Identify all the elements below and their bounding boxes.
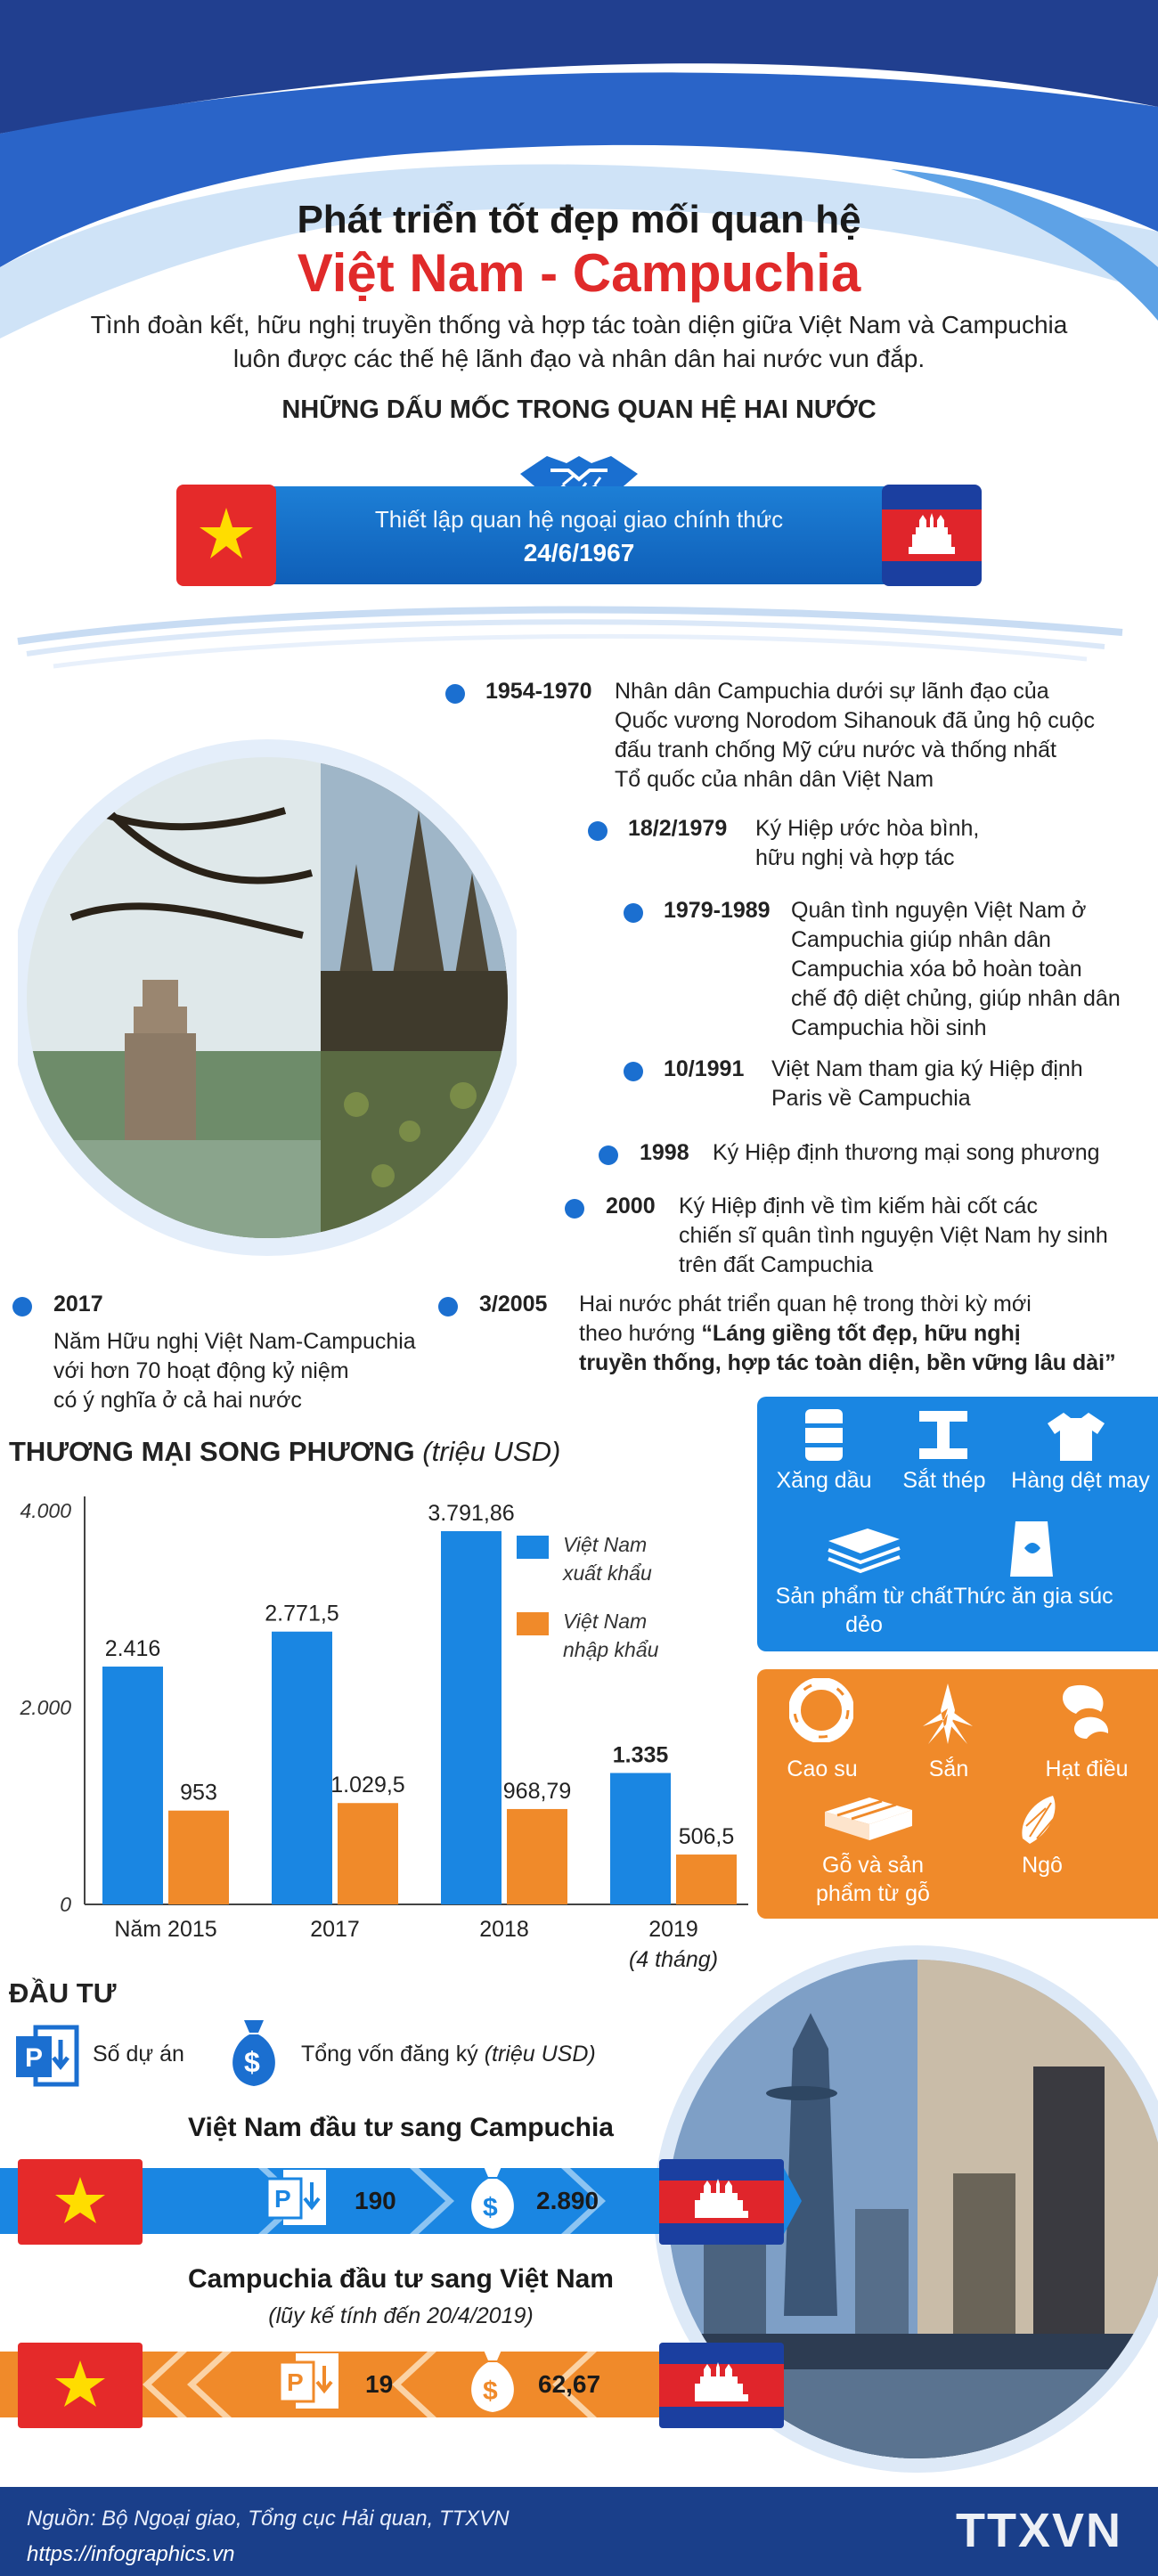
subtitle-line2: luôn được các thế hệ lãnh đạo và nhân dân hai nước vun đắp. <box>232 345 926 372</box>
feed-bag-icon <box>1005 1514 1058 1582</box>
timeline-text-line: Hai nước phát triển quan hệ trong thời kỳ mới <box>579 1292 1032 1317</box>
chart-bar <box>507 1809 567 1904</box>
import-item: Ngô <box>1022 1853 1063 1878</box>
timeline-text-line: Việt Nam tham gia ký Hiệp định <box>771 1056 1083 1081</box>
project-document-icon <box>276 2350 347 2412</box>
timeline-date: 2017 <box>53 1292 103 1317</box>
bar-value-label: 953 <box>180 1780 217 1806</box>
legend-capital: Tổng vốn đăng ký (triệu USD) <box>301 2042 596 2067</box>
timeline-text-line: đấu tranh chống Mỹ cứu nước và thống nhất <box>615 738 1056 762</box>
plastic-sheets-icon <box>823 1523 903 1577</box>
timeline-dot <box>12 1297 32 1317</box>
bar-value-label: 1.029,5 <box>330 1773 405 1798</box>
timeline-dot <box>445 684 465 704</box>
timeline-text-line: theo hướng “Láng giềng tốt đẹp, hữu nghị <box>579 1321 1021 1346</box>
timeline-text-line: Nhân dân Campuchia dưới sự lãnh đạo của <box>615 679 1049 704</box>
legend-import-label: Việt Nam nhập khẩu <box>563 1610 659 1661</box>
timeline-text-line: chế độ diệt chủng, giúp nhân dân <box>791 986 1121 1011</box>
timeline-dot <box>624 1062 643 1081</box>
wood-pallet-icon <box>820 1790 917 1853</box>
import-item: Sắn <box>928 1757 969 1781</box>
timeline-dot <box>588 821 608 841</box>
trade-unit: (triệu USD) <box>422 1436 561 1467</box>
timeline-date: 2000 <box>606 1194 656 1219</box>
y-tick-label: 0 <box>60 1893 71 1916</box>
export-item: Thức ăn gia súc <box>953 1584 1113 1609</box>
timeline-text <box>615 677 1149 795</box>
timeline-text-line: Campuchia hồi sinh <box>791 1015 987 1040</box>
timeline-text <box>791 896 1156 1043</box>
import-item: Gỗ và sản phẩm từ gỗ <box>816 1853 930 1906</box>
timeline-date: 18/2/1979 <box>628 816 728 841</box>
vietnam-flag-icon <box>176 485 276 586</box>
establishment-banner <box>223 486 935 584</box>
timeline-text-line: Ký Hiệp định thương mại song phương <box>713 1140 1100 1165</box>
timeline-text-line: Quân tình nguyện Việt Nam ở <box>791 898 1087 923</box>
subtitle <box>71 308 1087 376</box>
timeline-text-line: Ký Hiệp định về tìm kiếm hài cốt các <box>679 1194 1038 1219</box>
vietnam-flag-icon <box>18 2343 143 2428</box>
chart-bar <box>338 1803 398 1904</box>
cambodia-flag-icon <box>659 2159 784 2245</box>
vn-to-kh-title: Việt Nam đầu tư sang Campuchia <box>188 2113 614 2142</box>
source-url[interactable]: https://infographics.vn <box>27 2542 235 2566</box>
money-bag-icon <box>463 2161 522 2232</box>
bar-value-label: 968,79 <box>502 1778 572 1804</box>
cambodia-flag-icon <box>659 2343 784 2428</box>
x-tick-label: Năm 2015 <box>114 1917 217 1942</box>
svg-text:$: $ <box>483 2193 498 2222</box>
milestones-heading: NHỮNG DẤU MỐC TRONG QUAN HỆ HAI NƯỚC <box>281 395 877 424</box>
project-document-icon <box>12 2022 84 2090</box>
corn-icon <box>1010 1789 1072 1851</box>
timeline-text <box>679 1192 1151 1280</box>
bar-value-label: 1.335 <box>612 1742 669 1768</box>
svg-text:P: P <box>25 2043 44 2073</box>
money-bag-icon <box>463 2344 522 2416</box>
timeline-text <box>53 1327 445 1415</box>
export-item: Xăng dầu <box>776 1468 872 1493</box>
y-tick-label: 4.000 <box>20 1499 71 1522</box>
source-text: Nguồn: Bộ Ngoại giao, Tổng cục Hải quan, TTXVN <box>27 2507 510 2531</box>
bar-value-label: 3.791,86 <box>428 1500 515 1526</box>
cashew-icon <box>1051 1676 1122 1744</box>
legend-export-swatch <box>517 1536 549 1559</box>
timeline-dot <box>599 1145 618 1165</box>
timeline-text-line: Quốc vương Norodom Sihanouk đã ủng hộ cuộc <box>615 708 1096 733</box>
fuel-barrel-icon <box>793 1404 855 1466</box>
timeline-date: 1979-1989 <box>664 898 771 923</box>
vn-to-kh-projects: 190 <box>355 2187 396 2214</box>
bar-value-label: 506,5 <box>678 1824 735 1850</box>
subtitle-line1: Tình đoàn kết, hữu nghị truyền thống và hợp tác toàn diện giữa Việt Nam và Campuchia <box>90 311 1068 338</box>
legend-import-swatch <box>517 1612 549 1635</box>
title-line1: Phát triển tốt đẹp mối quan hệ <box>297 198 861 241</box>
chart-bar <box>272 1632 332 1904</box>
chart-bar <box>441 1531 502 1904</box>
timeline-text-line: Campuchia giúp nhân dân <box>791 927 1051 952</box>
timeline-text <box>771 1055 1154 1113</box>
x-tick-note: (4 tháng) <box>628 1947 719 1972</box>
chart-bar <box>102 1667 163 1904</box>
rubber-ring-icon <box>789 1678 853 1742</box>
bar-value-label: 2.771,5 <box>265 1601 339 1626</box>
timeline-text-line: có ý nghĩa ở cả hai nước <box>53 1388 302 1413</box>
establishment-date: 24/6/1967 <box>523 539 635 567</box>
shirt-icon <box>1044 1404 1108 1466</box>
export-item: Sắt thép <box>902 1468 986 1493</box>
footer <box>0 2487 1158 2576</box>
x-tick-label: 2019 <box>648 1917 698 1942</box>
import-item: Cao su <box>787 1757 858 1781</box>
timeline-text-line: Paris về Campuchia <box>771 1086 971 1111</box>
timeline-dot <box>565 1199 584 1219</box>
timeline-text <box>713 1138 1149 1168</box>
title-line2: Việt Nam - Campuchia <box>297 243 861 303</box>
hanoi-angkor-photo <box>18 713 517 1283</box>
timeline-text-line: hữu nghị và hợp tác <box>755 845 955 870</box>
timeline-text-line: với hơn 70 hoạt động kỷ niệm <box>53 1358 349 1383</box>
vn-to-kh-capital: 2.890 <box>536 2187 599 2214</box>
timeline-dot <box>624 903 643 923</box>
timeline-date: 1998 <box>640 1140 689 1165</box>
svg-text:$: $ <box>483 2376 498 2406</box>
ttxvn-logo: TTXVN <box>955 2504 1122 2557</box>
svg-text:$: $ <box>244 2046 260 2078</box>
vietnam-flag-icon <box>18 2159 143 2245</box>
export-item: Hàng dệt may <box>1011 1468 1150 1493</box>
kh-to-vn-note: (lũy kế tính đến 20/4/2019) <box>268 2303 534 2328</box>
kh-to-vn-projects: 19 <box>365 2370 394 2398</box>
timeline-text <box>755 814 1147 873</box>
timeline-date: 3/2005 <box>479 1292 548 1317</box>
cambodia-flag-icon <box>882 485 982 586</box>
x-tick-label: 2017 <box>310 1917 360 1942</box>
chart-bar <box>610 1773 671 1904</box>
establishment-label: Thiết lập quan hệ ngoại giao chính thức <box>374 506 784 533</box>
legend-export-label: Việt Nam xuất khẩu <box>563 1533 652 1585</box>
legend-projects: Số dự án <box>93 2042 184 2067</box>
y-tick-label: 2.000 <box>20 1696 71 1719</box>
cassava-icon <box>916 1673 980 1748</box>
kh-to-vn-capital: 62,67 <box>538 2370 601 2398</box>
timeline-text-line: Ký Hiệp ước hòa bình, <box>755 816 980 841</box>
bar-value-label: 2.416 <box>104 1636 161 1662</box>
svg-text:P: P <box>287 2368 304 2396</box>
timeline-date: 10/1991 <box>664 1056 745 1081</box>
timeline-date: 1954-1970 <box>485 679 592 704</box>
timeline-text-line: chiến sĩ quân tình nguyện Việt Nam hy sinh <box>679 1223 1108 1248</box>
import-item: Hạt điều <box>1045 1757 1129 1781</box>
timeline-dot <box>438 1297 458 1317</box>
project-document-icon <box>264 2166 335 2229</box>
timeline-text-line: Năm Hữu nghị Việt Nam-Campuchia <box>53 1329 416 1354</box>
timeline-text-line: truyền thống, hợp tác toàn diện, bền vững lâu dài” <box>579 1350 1116 1375</box>
money-bag-icon <box>223 2015 285 2090</box>
timeline-text <box>579 1290 1158 1378</box>
svg-text:P: P <box>274 2185 291 2213</box>
export-item: Sản phẩm từ chất dẻo <box>775 1584 953 1637</box>
chart-bar <box>676 1855 737 1904</box>
steel-beam-icon <box>912 1404 975 1466</box>
timeline-text-line: Tổ quốc của nhân dân Việt Nam <box>615 767 934 792</box>
chart-bar <box>168 1811 229 1904</box>
swoosh-divider <box>0 597 1158 677</box>
kh-to-vn-title: Campuchia đầu tư sang Việt Nam <box>188 2264 614 2294</box>
trade-title: THƯƠNG MẠI SONG PHƯƠNG (triệu USD) <box>9 1436 561 1467</box>
timeline-text-line: Campuchia xóa bỏ hoàn toàn <box>791 957 1082 982</box>
x-tick-label: 2018 <box>479 1917 529 1942</box>
timeline-text-line: trên đất Campuchia <box>679 1252 874 1277</box>
investment-title: ĐẦU TƯ <box>9 1977 117 2009</box>
